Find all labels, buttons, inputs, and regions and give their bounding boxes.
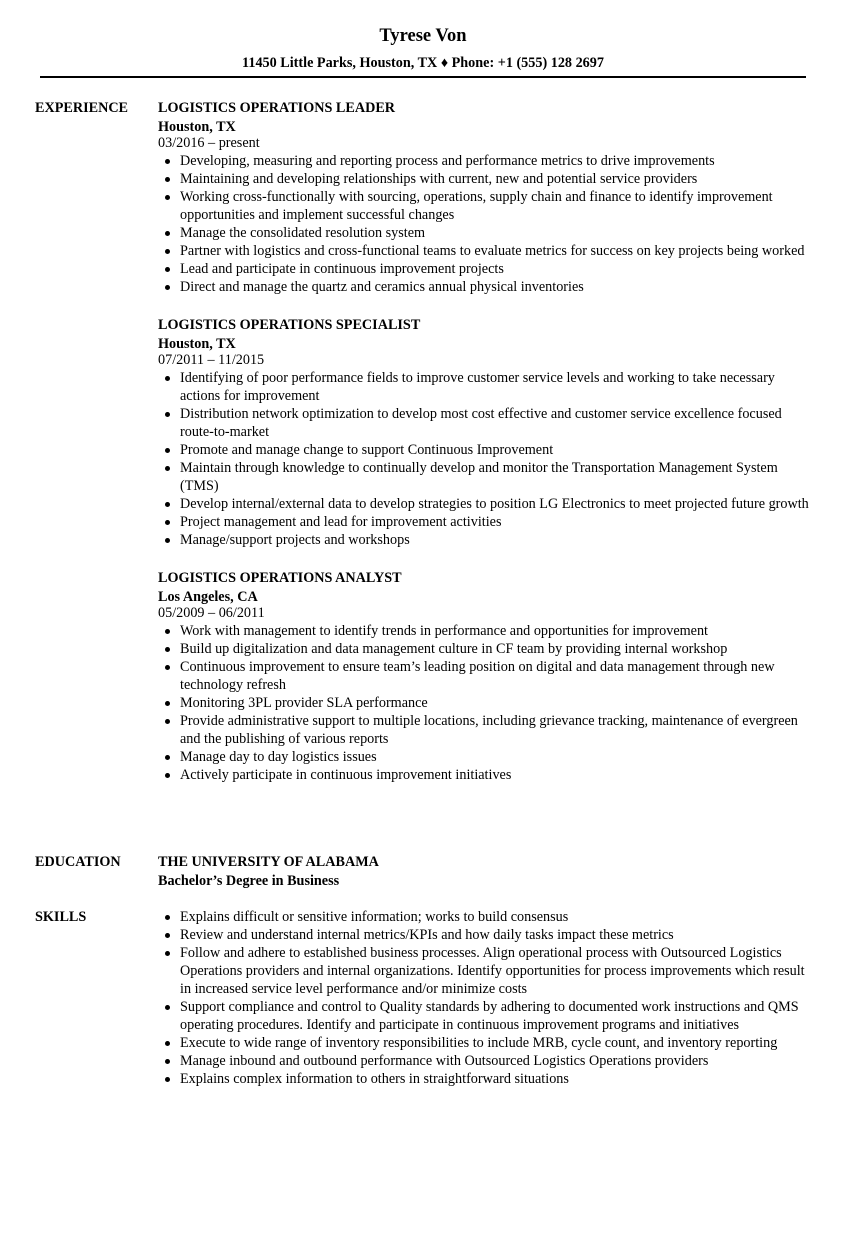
skill-item: Execute to wide range of inventory responsibilities to include MRB, cycle count, and inventory reporting	[158, 1034, 815, 1052]
section-title-experience: EXPERIENCE	[35, 100, 129, 116]
bullet-item: Provide administrative support to multiple locations, including grievance tracking, maintenance of evergreen and the publishing of various reports	[158, 712, 815, 748]
skill-item: Explains difficult or sensitive information; works to build consensus	[158, 908, 815, 926]
education-entry	[158, 853, 815, 889]
bullet-item: Lead and participate in continuous improvement projects	[158, 260, 815, 278]
bullet-item: Monitoring 3PL provider SLA performance	[158, 694, 815, 712]
skill-item: Explains complex information to others in straightforward situations	[158, 1070, 815, 1088]
section-title-skills: SKILLS	[35, 909, 87, 925]
job-title: LOGISTICS OPERATIONS SPECIALIST	[158, 317, 421, 333]
job-entry	[158, 316, 815, 549]
skills-list	[158, 908, 815, 1088]
job-bullets	[158, 622, 815, 784]
bullet-item: Manage the consolidated resolution system	[158, 224, 815, 242]
job-title: LOGISTICS OPERATIONS LEADER	[158, 100, 396, 116]
bullet-item: Manage day to day logistics issues	[158, 748, 815, 766]
bullet-item: Work with management to identify trends in performance and opportunities for improvement	[158, 622, 815, 640]
bullet-item: Maintaining and developing relationships with current, new and potential service providers	[158, 170, 815, 188]
bullet-item: Working cross-functionally with sourcing, operations, supply chain and finance to identify improvement opportunities and implement successful changes	[158, 188, 815, 224]
bullet-item: Build up digitalization and data management culture in CF team by providing internal workshop	[158, 640, 815, 658]
job-location: Los Angeles, CA	[158, 589, 258, 605]
job-bullets	[158, 152, 815, 296]
bullet-item: Develop internal/external data to develop strategies to position LG Electronics to meet projected future growth	[158, 495, 815, 513]
contact-line	[40, 54, 806, 72]
bullet-item: Maintain through knowledge to continually develop and monitor the Transportation Management System (TMS)	[158, 459, 815, 495]
bullet-item: Actively participate in continuous improvement initiatives	[158, 766, 815, 784]
school-name: THE UNIVERSITY OF ALABAMA	[158, 854, 379, 870]
header-divider	[40, 76, 806, 78]
section-title-education: EDUCATION	[35, 854, 121, 870]
skill-item: Manage inbound and outbound performance with Outsourced Logistics Operations providers	[158, 1052, 815, 1070]
degree: Bachelor’s Degree in Business	[158, 873, 340, 889]
job-dates: 07/2011 – 11/2015	[158, 352, 265, 368]
skills-bullets	[158, 908, 815, 1088]
candidate-name: Tyrese Von	[379, 26, 467, 46]
job-entry	[158, 99, 815, 296]
job-dates: 05/2009 – 06/2011	[158, 605, 265, 621]
skill-item: Support compliance and control to Quality standards by adhering to documented work instructions and QMS operating procedures. Identify and participate in continuous improvement programs and initiatives	[158, 998, 815, 1034]
bullet-item: Direct and manage the quartz and ceramics annual physical inventories	[158, 278, 815, 296]
bullet-item: Project management and lead for improvement activities	[158, 513, 815, 531]
job-bullets	[158, 369, 815, 549]
bullet-item: Identifying of poor performance fields to improve customer service levels and working to take necessary actions for improvement	[158, 369, 815, 405]
experience-list	[158, 99, 815, 784]
job-location: Houston, TX	[158, 119, 236, 135]
job-dates: 03/2016 – present	[158, 135, 260, 151]
bullet-item: Continuous improvement to ensure team’s leading position on digital and data management through new technology refresh	[158, 658, 815, 694]
bullet-item: Developing, measuring and reporting process and performance metrics to drive improvements	[158, 152, 815, 170]
bullet-item: Manage/support projects and workshops	[158, 531, 815, 549]
bullet-item: Promote and manage change to support Continuous Improvement	[158, 441, 815, 459]
address: 11450 Little Parks, Houston, TX	[242, 55, 438, 71]
job-location: Houston, TX	[158, 336, 236, 352]
resume-header	[40, 24, 806, 72]
separator-diamond: ♦	[440, 55, 449, 71]
job-title: LOGISTICS OPERATIONS ANALYST	[158, 570, 402, 586]
bullet-item: Distribution network optimization to develop most cost effective and customer service excellence focused route-to-market	[158, 405, 815, 441]
skill-item: Follow and adhere to established business processes. Align operational process with Outsourced Logistics Operations providers and internal organizations. Identify opportunities for process improvements which result in increased service level performance and/or minimize costs	[158, 944, 815, 998]
skill-item: Review and understand internal metrics/KPIs and how daily tasks impact these metrics	[158, 926, 815, 944]
phone: Phone: +1 (555) 128 2697	[451, 55, 604, 71]
bullet-item: Partner with logistics and cross-functional teams to evaluate metrics for success on key projects being worked	[158, 242, 815, 260]
job-entry	[158, 569, 815, 784]
